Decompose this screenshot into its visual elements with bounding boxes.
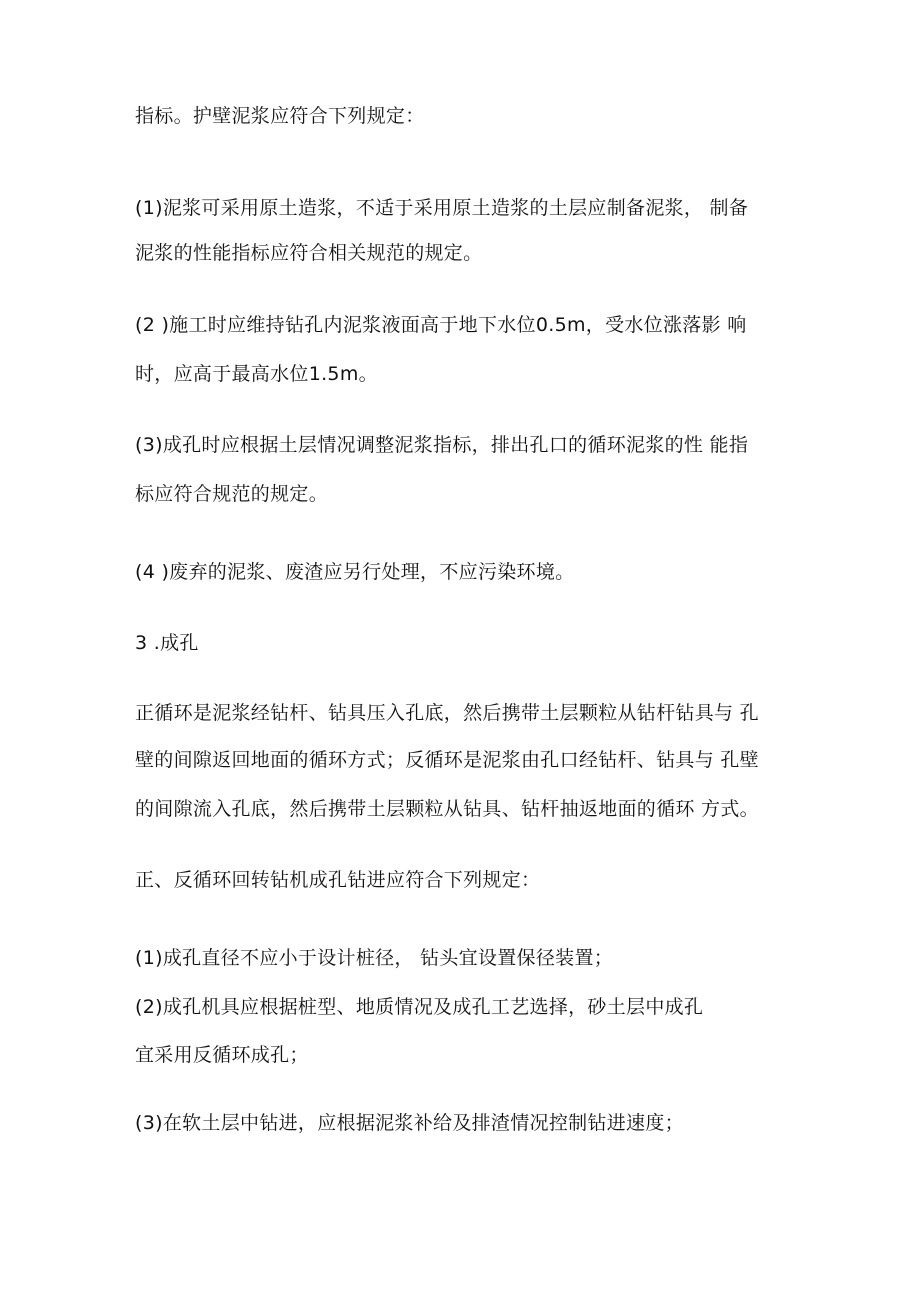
text-line-15: (2)成孔机具应根据桩型、地质情况及成孔工艺选择，砂土层中成孔 xyxy=(135,996,704,1018)
text-line-12: 的间隙流入孔底，然后携带土层颗粒从钻具、钻杆抽返地面的循环 方式。 xyxy=(135,798,759,820)
text-line-2: (1)泥浆可采用原土造浆，不适于采用原土造浆的土层应制备泥浆， 制备 xyxy=(135,197,749,219)
text-line-13: 正、反循环回转钻机成孔钻进应符合下列规定： xyxy=(135,869,541,891)
text-line-7: 标应符合规范的规定。 xyxy=(135,483,329,505)
text-line-4: (2 )施工时应维持钻孔内泥浆液面高于地下水位0.5m，受水位涨落影 响 xyxy=(135,314,747,336)
text-line-5: 时，应高于最高水位1.5m。 xyxy=(135,363,378,385)
text-line-17: (3)在软土层中钻进，应根据泥浆补给及排渣情况控制钻进速度； xyxy=(135,1112,684,1134)
text-line-10: 正循环是泥浆经钻杆、钻具压入孔底，然后携带土层颗粒从钻杆钻具与 孔 xyxy=(135,702,759,724)
text-line-3: 泥浆的性能指标应符合相关规范的规定。 xyxy=(135,242,483,264)
text-line-14: (1)成孔直径不应小于设计桩径， 钻头宜设置保径装置； xyxy=(135,947,614,969)
text-line-11: 壁的间隙返回地面的循环方式；反循环是泥浆由孔口经钻杆、钻具与 孔壁 xyxy=(135,749,759,771)
text-line-16: 宜采用反循环成孔； xyxy=(135,1044,309,1066)
text-line-8: (4 )废弃的泥浆、废渣应另行处理，不应污染环境。 xyxy=(135,561,575,583)
text-line-6: (3)成孔时应根据土层情况调整泥浆指标，排出孔口的循环泥浆的性 能指 xyxy=(135,434,749,456)
text-line-1: 指标。护壁泥浆应符合下列规定： xyxy=(135,105,425,127)
section-heading: 3 .成孔 xyxy=(135,632,199,654)
